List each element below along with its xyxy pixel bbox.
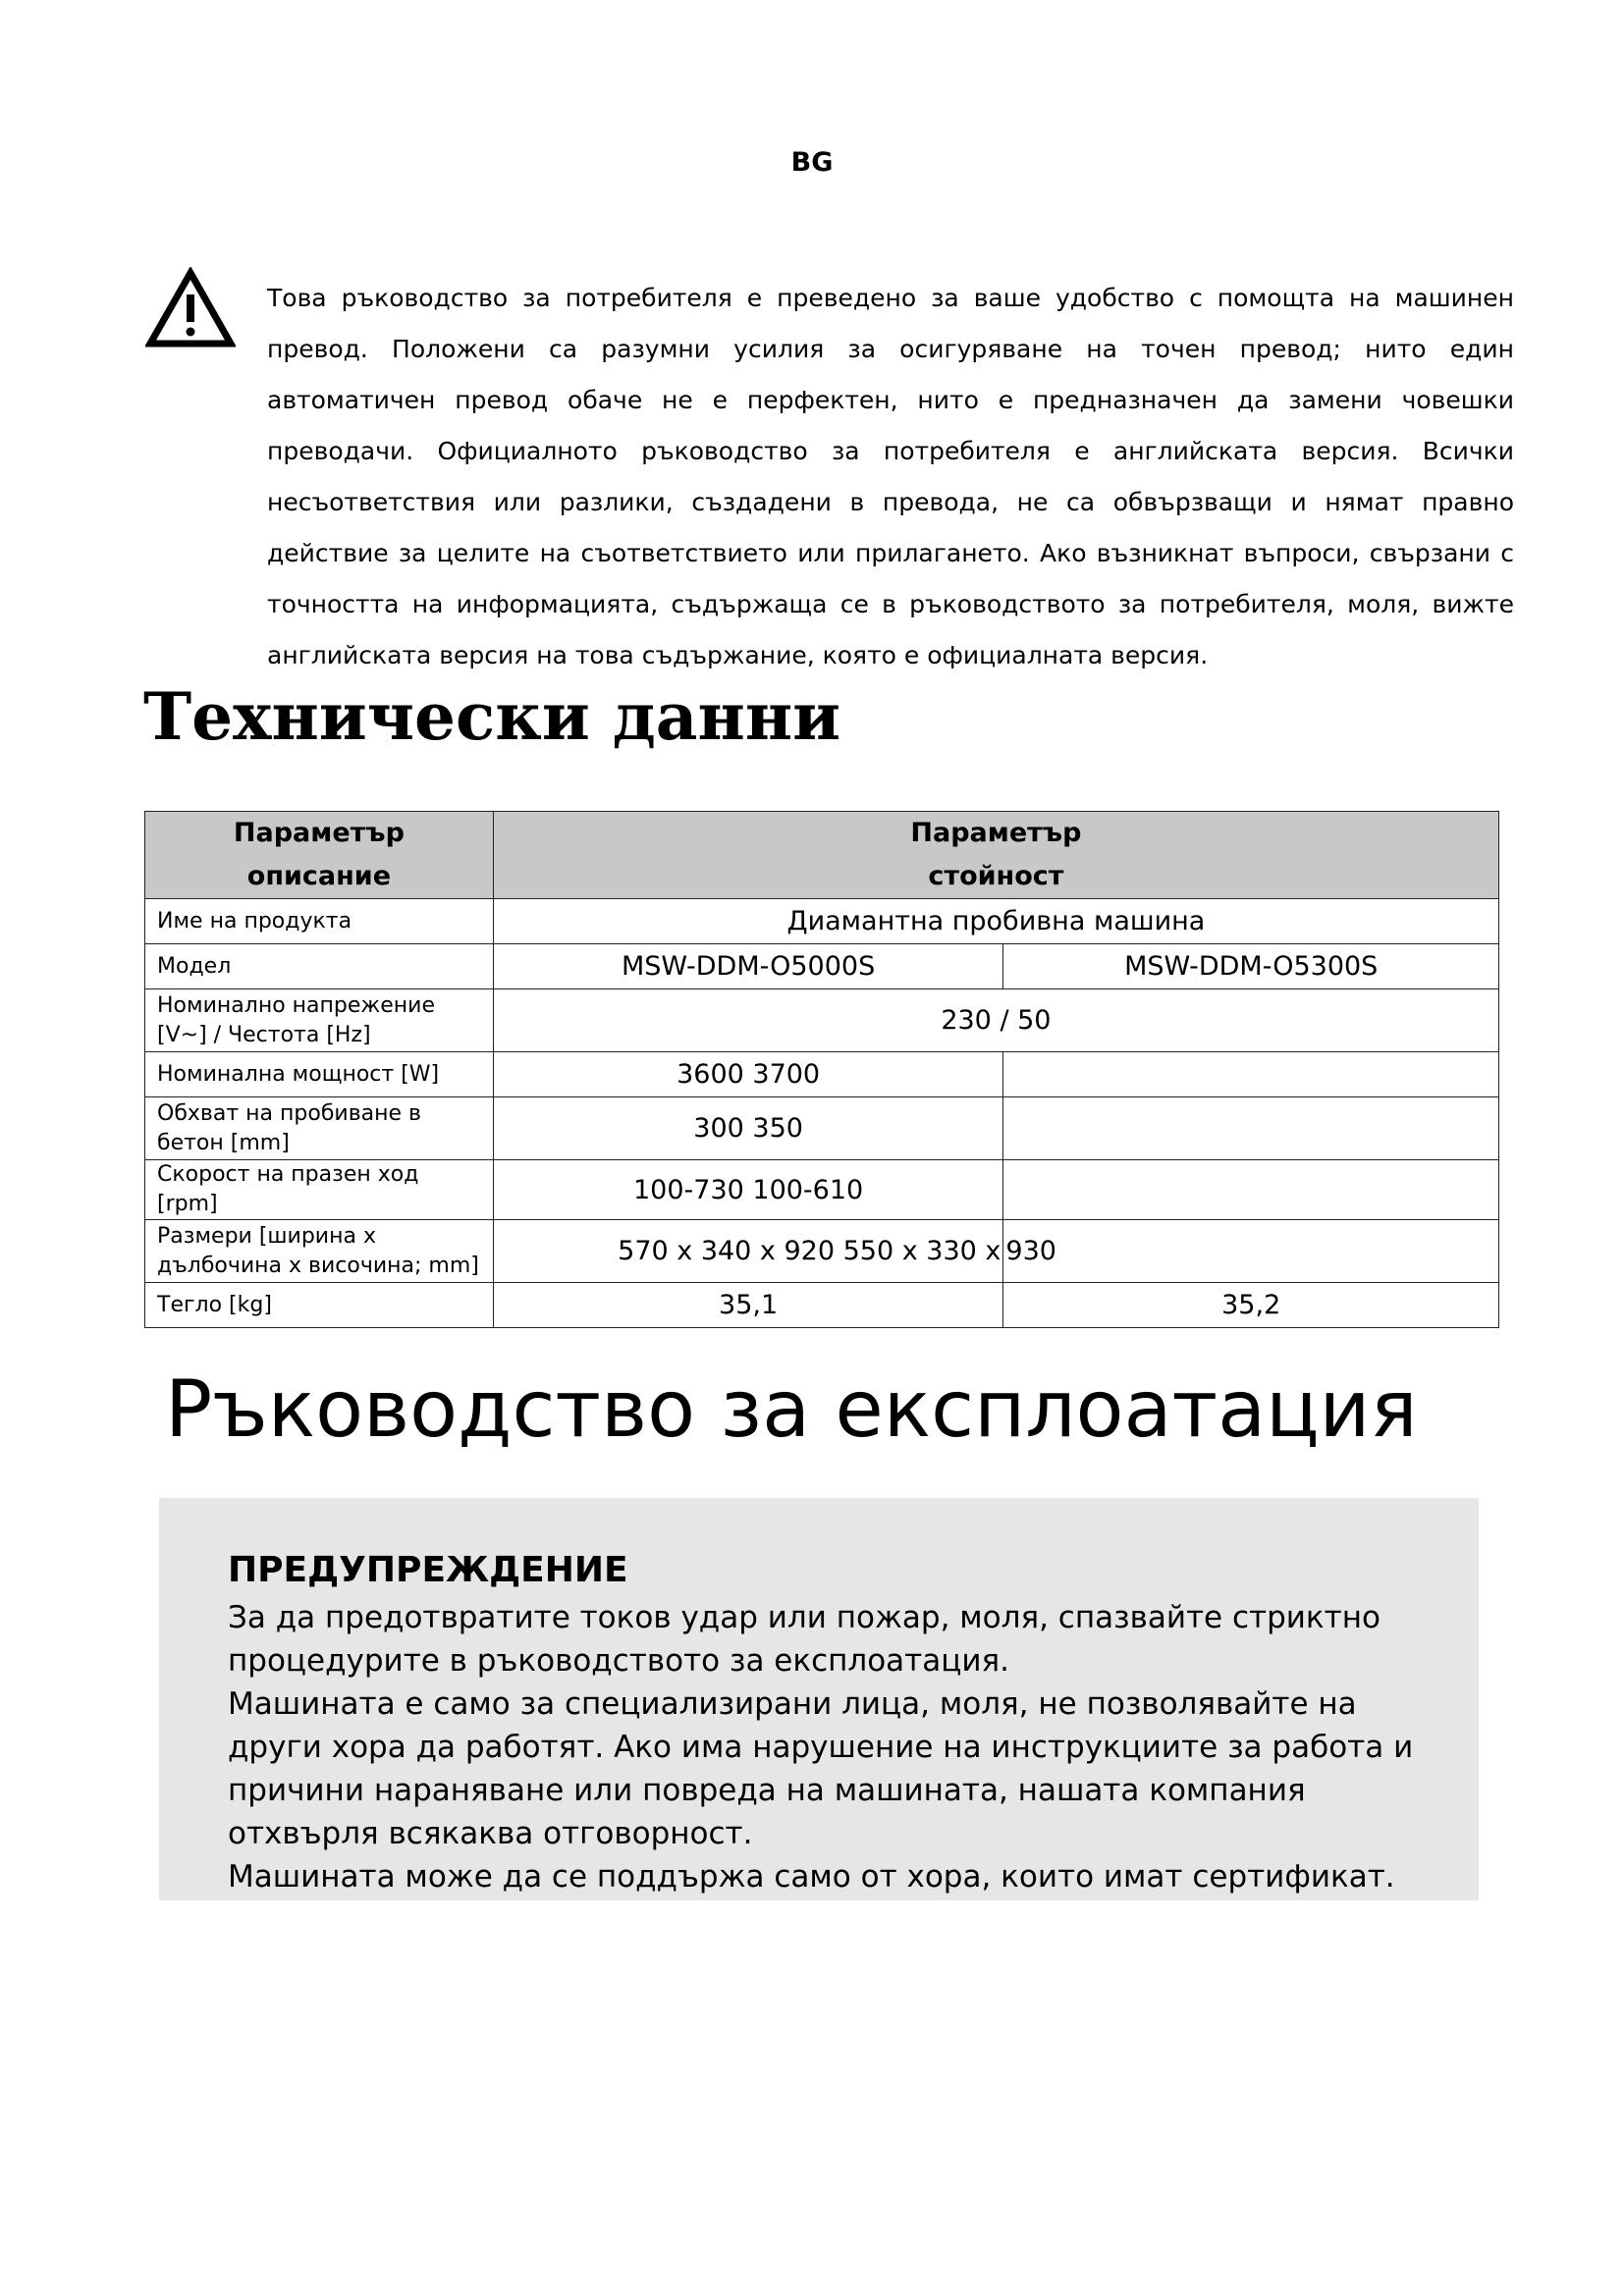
tech-data-title: Технически данни [143, 678, 841, 755]
warning-paragraph-2: Машината е само за специализирани лица, моля, не позволявайте на други хора да работят. Ако има нарушение на инструкциите за работа и причини нараняване или повреда на машината, нашата компания отхвърля всякаква отговорност. [228, 1686, 1414, 1851]
model-value-1: MSW-DDM-O5000S [493, 944, 1003, 989]
power-value-2 [1003, 1052, 1499, 1097]
table-header-row [145, 812, 1499, 899]
table-row [145, 1052, 1499, 1097]
warning-box [159, 1498, 1479, 1900]
row-label-weight: Тегло [kg] [145, 1283, 494, 1328]
table-row [145, 1220, 1499, 1283]
warning-title: ПРЕДУПРЕЖДЕНИЕ [228, 1550, 628, 1590]
table-row [145, 944, 1499, 989]
param-value-header: Параметър стойност [493, 812, 1498, 899]
weight-value-1: 35,1 [493, 1283, 1003, 1328]
translation-disclaimer: Това ръководство за потребителя е преведено за ваше удобство с помощта на машинен превод. Положени са разумни усилия за осигуряване на точен превод; нито един автоматичен превод обаче не е перфектен, нито е предназначен да замени човешки преводачи. Официалното ръководство за потребителя е английската версия. Всички несъответствия или разлики, създадени в превода, не са обвързващи и нямат правно действие за целите на съответствието или прилагането. Ако възникнат въпроси, свързани с точността на информацията, съдържаща се в ръководството за потребителя, моля, вижте английската версия на това съдържание, която е официалната версия. [267, 284, 1514, 669]
idle-speed-value-2 [1003, 1160, 1499, 1220]
dimensions-value-2: 930 [1003, 1220, 1499, 1283]
warning-content [228, 1545, 1435, 1898]
idle-speed-value-1: 100-730 100-610 [493, 1160, 1003, 1220]
power-value-1: 3600 3700 [493, 1052, 1003, 1097]
voltage-value: 230 / 50 [493, 989, 1498, 1052]
row-label-voltage: Номинално напрежение [V~] / Честота [Hz] [145, 989, 494, 1052]
param-description-header: Параметър описание [145, 812, 494, 899]
row-label-product-name: Име на продукта [145, 899, 494, 944]
row-label-power: Номинална мощност [W] [145, 1052, 494, 1097]
product-name-value: Диамантна пробивна машина [493, 899, 1498, 944]
drilling-range-value-1: 300 350 [493, 1097, 1003, 1160]
table-row [145, 899, 1499, 944]
row-label-idle-speed: Скорост на празен ход [rpm] [145, 1160, 494, 1220]
row-label-dimensions: Размери [ширина x дълбочина x височина; mm] [145, 1220, 494, 1283]
tech-specs-table [144, 811, 1499, 1328]
operation-manual-title: Ръководство за експлоатация [165, 1363, 1418, 1455]
drilling-range-value-2 [1003, 1097, 1499, 1160]
warning-paragraph-1: За да предотвратите токов удар или пожар, моля, спазвайте стриктно процедурите в ръководството за експлоатация. [228, 1600, 1380, 1679]
table-row [145, 1160, 1499, 1220]
table-row [145, 1097, 1499, 1160]
language-label: BG [790, 147, 834, 178]
warning-triangle-icon [145, 267, 236, 349]
dimensions-value-1: 570 x 340 x 920 550 x 330 x [493, 1220, 1003, 1283]
table-row [145, 989, 1499, 1052]
table-row [145, 1283, 1499, 1328]
row-label-drilling-range: Обхват на пробиване в бетон [mm] [145, 1097, 494, 1160]
warning-paragraph-3: Машината може да се поддържа само от хора, които имат сертификат. [228, 1859, 1395, 1895]
model-value-2: MSW-DDM-O5300S [1003, 944, 1499, 989]
row-label-model: Модел [145, 944, 494, 989]
weight-value-2: 35,2 [1003, 1283, 1499, 1328]
